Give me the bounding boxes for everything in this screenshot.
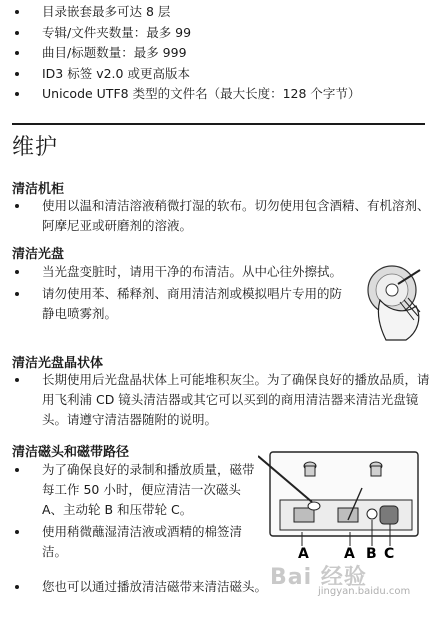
- spec-item: ID3 标签 v2.0 或更高版本: [12, 64, 432, 85]
- lens-list: [12, 370, 432, 430]
- disc-list: [12, 262, 342, 324]
- disc-item: 请勿使用苯、稀释剂、商用清洁剂或模拟唱片专用的防静电喷雾剂。: [12, 284, 342, 324]
- watermark-logo: Bai 经验: [270, 565, 367, 590]
- cabinet-heading: 清洁机柜: [12, 182, 65, 197]
- section-divider: [12, 123, 425, 125]
- spec-item: 目录嵌套最多可达 8 层: [12, 2, 432, 23]
- label-c: C: [384, 546, 395, 560]
- label-b: B: [366, 546, 377, 560]
- section-title: 维护: [12, 135, 59, 160]
- heads-item: 使用稍微蘸湿清洁液或酒精的棉签清洁。: [12, 522, 262, 562]
- disc-cleaning-illustration: [360, 262, 430, 344]
- lens-item: 长期使用后光盘晶状体上可能堆积灰尘。为了确保良好的播放品质，请用飞利浦 CD 镜头清洁器或其它可以买到的商用清洁器来清洁光盘镜头。请遵守清洁器随附的说明。: [12, 370, 432, 430]
- heads-item: 您也可以通过播放清洁磁带来清洁磁头。: [12, 577, 312, 597]
- spec-item: 曲目/标题数量：最多 999: [12, 43, 432, 64]
- lens-heading: 清洁光盘晶状体: [12, 356, 104, 371]
- heads-list: [12, 460, 262, 562]
- heads-item: 为了确保良好的录制和播放质量，磁带每工作 50 小时，便应清洁一次磁头 A、主动轮 B 和压带轮 C。: [12, 460, 262, 520]
- cabinet-list: [12, 196, 432, 236]
- disc-heading: 清洁光盘: [12, 247, 65, 262]
- heads-heading: 清洁磁头和磁带路径: [12, 445, 130, 460]
- heads-list-last: [12, 577, 312, 597]
- label-a1: A: [298, 546, 309, 560]
- spec-item: Unicode UTF8 类型的文件名（最大长度：128 个字节）: [12, 84, 432, 105]
- disc-item: 当光盘变脏时，请用干净的布清洁。从中心往外擦拭。: [12, 262, 342, 282]
- cabinet-item: 使用以温和清洁溶液稍微打湿的软布。切勿使用包含酒精、有机溶剂、阿摩尼亚或研磨剂的溶液。: [12, 196, 432, 236]
- spec-item: 专辑/文件夹数量：最多 99: [12, 23, 432, 44]
- label-a2: A: [344, 546, 355, 560]
- spec-list: [12, 2, 432, 105]
- watermark-url: jingyan.baidu.com: [318, 586, 411, 597]
- tape-deck-illustration: [258, 450, 423, 560]
